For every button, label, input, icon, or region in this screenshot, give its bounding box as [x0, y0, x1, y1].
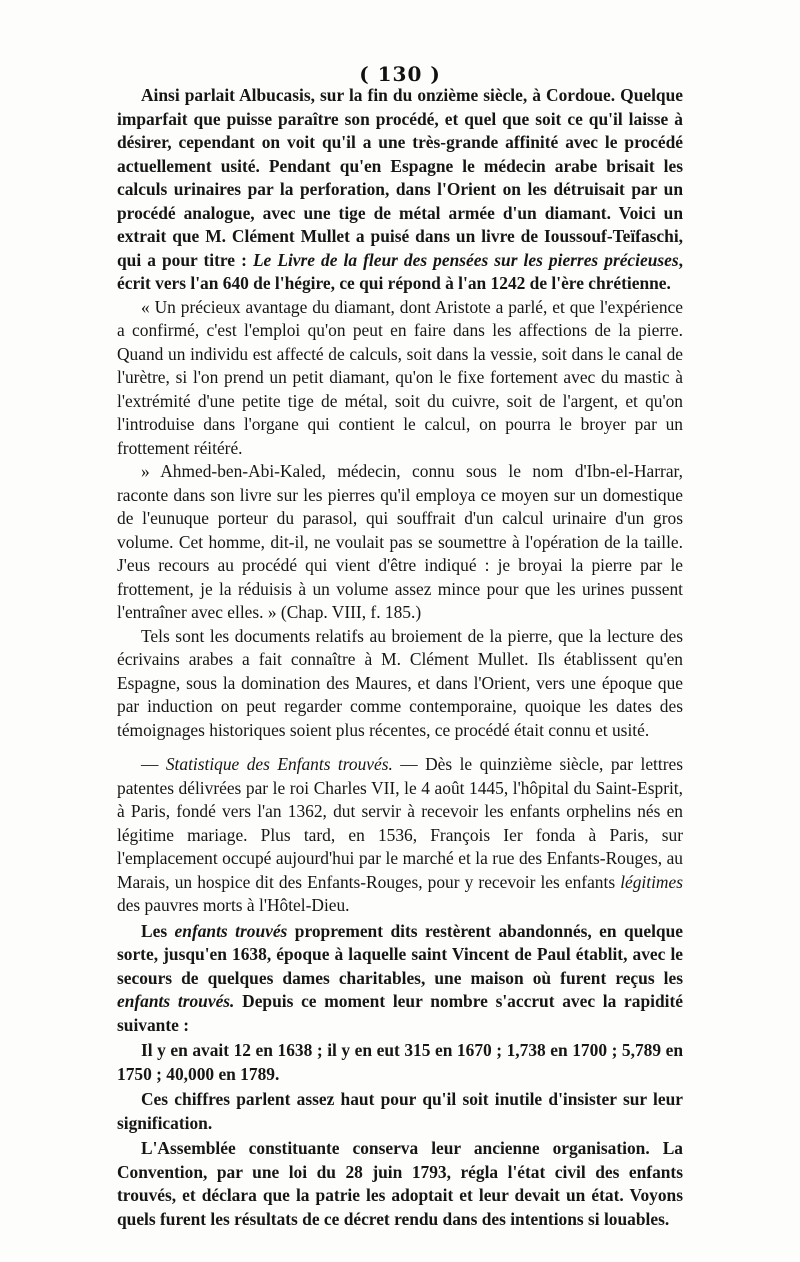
paragraph-documents-arabes: Tels sont les documents relatifs au broiement de la pierre, que la lecture des écrivains arabes a fait connaître à M. Clément Mullet. Ils établissent qu'en Espagne, sous la domination des Maures, et dans l'Orient, vers une époque que par induction on peut regarder comme contemporaine, quoique les dates des témoignages historiques soient plus récentes, ce procédé était connu et usité. — [117, 625, 683, 740]
section-title-statistique: Statistique des Enfants trouvés. — [165, 754, 393, 774]
paragraph-enfants-trouves-b: proprement dits restèrent abandonnés, en quelque sorte, jusqu'en 1638, époque à laquelle saint Vincent de Paul établit, avec le secours de quelques dames charitables, une maison où furent reçus les — [117, 920, 683, 988]
paragraph-enfants-trouves-c: Depuis ce moment leur nombre s'accrut avec la rapidité suivante : — [117, 991, 683, 1035]
body-text — [117, 84, 683, 1231]
paragraph-quote-diamant: « Un précieux avantage du diamant, dont Aristote a parlé, et que l'expérience a confirmé, c'est l'emploi qu'on peut en faire dans les affections de la pierre. Quand un individu est affecté de calculs, soit dans la vessie, soit dans le canal de l'urètre, si l'on prend un petit diamant, qu'on le fixe fortement avec du mastic à l'extrémité d'une petite tige de métal, soit du cuivre, soit de l'argent, et qu'on l'introduise dans l'organe qui contient le calcul, on pourra le broyer par un frottement réitéré. — [117, 296, 683, 458]
paragraph-enfants-trouves — [117, 920, 683, 1038]
paragraph-statistique-text: — Dès le quinzième siècle, par lettres patentes délivrées par le roi Charles VII, le 4 août 1445, l'hôpital du Saint-Esprit, à Paris, fondé vers l'an 1362, dut servir à recevoir les enfants orphelins nés en légitime mariage. Plus tard, en 1536, François Ier fonda à Paris, sur l'emplacement occupé aujourd'hui par le marché et la rue des Enfants-Rouges, au Marais, un hospice dit des Enfants-Rouges, pour y recevoir les enfants — [117, 754, 683, 892]
page-number: ( 130 ) — [359, 62, 441, 86]
book-title-fleur-des-pensees: Le Livre de la fleur des pensées sur les pierres précieuses — [252, 249, 679, 270]
paragraph-albucasis — [117, 84, 683, 296]
paragraph-statistique-end: des pauvres morts à l'Hôtel-Dieu. — [117, 895, 350, 915]
paragraph-statistique-enfants — [117, 753, 683, 918]
paragraph-albucasis-end: , écrit vers l'an 640 de l'hégire, ce qui répond à l'an 1242 de l'ère chrétienne. — [117, 249, 683, 293]
section-dash: — — [141, 754, 166, 774]
emphasis-legitimes: légitimes — [620, 871, 683, 892]
paragraph-chiffres: Il y en avait 12 en 1638 ; il y en eut 315 en 1670 ; 1,738 en 1700 ; 5,789 en 1750 ; 40,000 en 1789. — [117, 1040, 683, 1084]
paragraph-enfants-trouves-a: Les — [141, 920, 175, 941]
paragraph-signification: Ces chiffres parlent assez haut pour qu'il soit inutile d'insister sur leur signification. — [117, 1089, 683, 1133]
paragraph-quote-ibn-el-harrar: » Ahmed-ben-Abi-Kaled, médecin, connu sous le nom d'Ibn-el-Harrar, raconte dans son livre sur les pierres qu'il employa ce moyen sur un domestique de l'eunuque porteur du parasol, qui souffrait d'un calcul urinaire d'un gros volume. Cet homme, dit-il, ne voulait pas se soumettre à l'opération de la taille. J'eus recours au procédé qui vient d'être indiqué : je broyai la pierre par le frottement, je la réduisis à un volume assez mince pour que les urines pussent l'entraîner avec elles. » (Chap. VIII, f. 185.) — [117, 461, 683, 622]
paragraph-albucasis-text: Ainsi parlait Albucasis, sur la fin du onzième siècle, à Cordoue. Quelque imparfait que puisse paraître son procédé, et quel que soit ce qu'il laisse à désirer, cependant on voit qu'il a une très-grande affinité avec le procédé actuellement usité. Pendant qu'en Espagne le médecin arabe brisait les calculs urinaires par la perforation, dans l'Orient on les détruisait par un procédé analogue, avec une tige de métal armée d'un diamant. Voici un extrait que M. Clément Mullet a puisé dans un livre de Ioussouf-Teïfaschi, qui a pour titre : — [117, 85, 683, 270]
paragraph-assemblee-constituante: L'Assemblée constituante conserva leur ancienne organisation. La Convention, par une loi du 28 juin 1793, régla l'état civil des enfants trouvés, et déclara que la patrie les adoptait et leur devait un état. Voyons quels furent les résultats de ce décret rendu dans des intentions si louables. — [117, 1138, 683, 1229]
emphasis-enfants-trouves-2: enfants trouvés. — [117, 991, 235, 1011]
emphasis-enfants-trouves-1: enfants trouvés — [174, 920, 288, 941]
